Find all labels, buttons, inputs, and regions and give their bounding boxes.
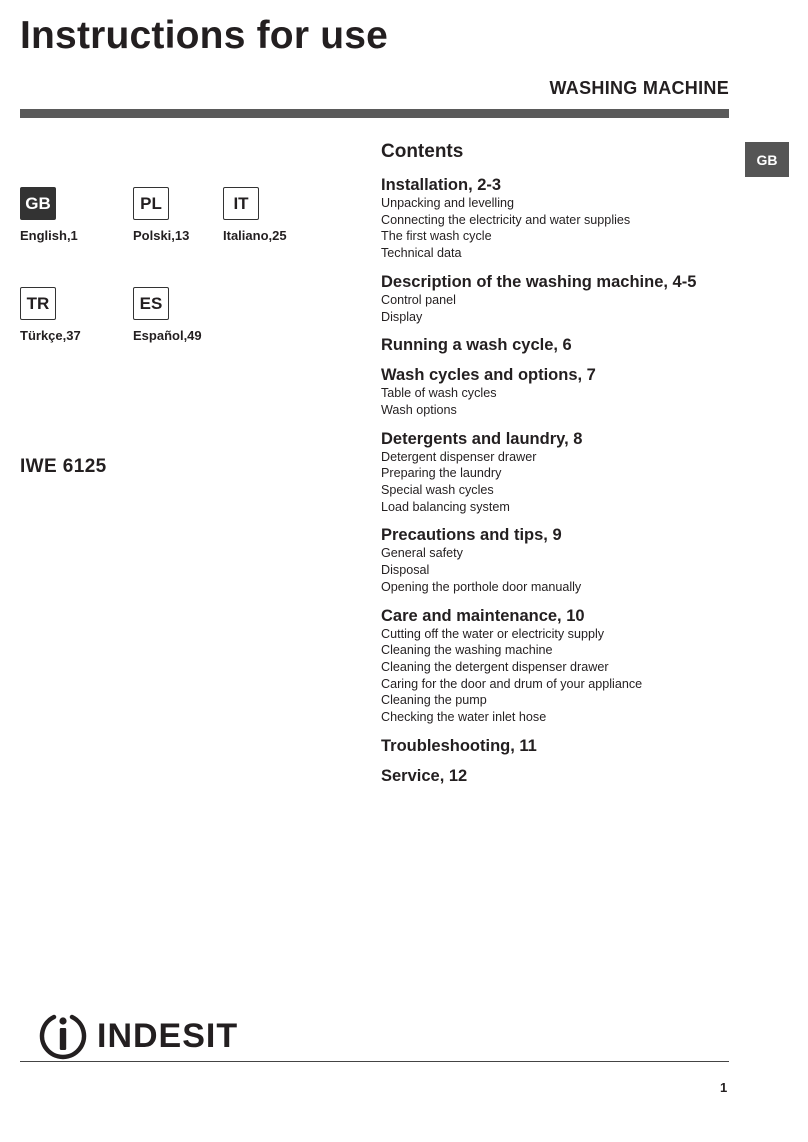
language-tr[interactable]: [20, 287, 81, 343]
toc-section-title[interactable]: Care and maintenance, 10: [381, 606, 585, 625]
toc-section-installation: [381, 175, 741, 262]
toc-section-running: [381, 335, 741, 355]
language-label: English,1: [20, 228, 78, 243]
toc-section-troubleshooting: [381, 736, 741, 756]
toc-section-title[interactable]: Detergents and laundry, 8: [381, 429, 583, 448]
toc-item[interactable]: Cutting off the water or electricity supply: [381, 626, 605, 641]
language-code-box: GB: [20, 187, 56, 220]
toc-section-title[interactable]: Description of the washing machine, 4-5: [381, 272, 697, 291]
toc-section-title[interactable]: Precautions and tips, 9: [381, 526, 562, 545]
toc-section-title[interactable]: Troubleshooting, 11: [381, 736, 537, 755]
language-gb[interactable]: [20, 187, 78, 243]
toc-item[interactable]: Special wash cycles: [381, 483, 494, 498]
toc-item[interactable]: Display: [381, 309, 423, 324]
toc-item[interactable]: General safety: [381, 546, 463, 561]
toc-section-wash-cycles: [381, 365, 741, 418]
toc-item[interactable]: Connecting the electricity and water supplies: [381, 212, 631, 227]
page-title: Instructions for use: [20, 14, 389, 57]
toc-item[interactable]: Cleaning the detergent dispenser drawer: [381, 659, 609, 674]
toc-item[interactable]: Preparing the laundry: [381, 466, 502, 481]
header-rule: [20, 109, 729, 118]
toc-section-title[interactable]: Running a wash cycle, 6: [381, 336, 572, 355]
toc-section-service: [381, 766, 741, 786]
table-of-contents: [381, 140, 741, 796]
brand-name: INDESIT: [97, 1016, 239, 1055]
language-code-box: ES: [133, 287, 169, 320]
toc-section-care: [381, 606, 741, 726]
language-label: Español,49: [133, 328, 202, 343]
language-label: Türkçe,37: [20, 328, 81, 343]
toc-section-description: [381, 272, 741, 325]
toc-item[interactable]: Cleaning the washing machine: [381, 643, 553, 658]
language-it[interactable]: [223, 187, 287, 243]
brand-logo: [37, 1010, 238, 1062]
toc-item[interactable]: Load balancing system: [381, 499, 510, 514]
language-es[interactable]: [133, 287, 202, 343]
toc-item[interactable]: Table of wash cycles: [381, 386, 497, 401]
toc-section-detergents: [381, 429, 741, 516]
indesit-logo-icon: [37, 1010, 89, 1062]
language-code-box: TR: [20, 287, 56, 320]
footer-rule: [20, 1061, 729, 1062]
document-subtitle: WASHING MACHINE: [549, 78, 729, 98]
toc-item[interactable]: Technical data: [381, 246, 462, 261]
toc-item[interactable]: Cleaning the pump: [381, 693, 487, 708]
toc-item[interactable]: Wash options: [381, 402, 457, 417]
toc-section-precautions: [381, 525, 741, 595]
toc-item[interactable]: Unpacking and levelling: [381, 196, 515, 210]
language-side-tab[interactable]: GB: [745, 142, 789, 177]
toc-item[interactable]: Checking the water inlet hose: [381, 710, 547, 725]
contents-heading: Contents: [381, 141, 464, 162]
toc-section-title[interactable]: Installation, 2-3: [381, 176, 502, 194]
language-code-box: IT: [223, 187, 259, 220]
toc-item[interactable]: Caring for the door and drum of your appliance: [381, 676, 643, 691]
language-label: Italiano,25: [223, 228, 287, 243]
toc-section-title[interactable]: Wash cycles and options, 7: [381, 366, 596, 385]
language-pl[interactable]: [133, 187, 189, 243]
toc-section-title[interactable]: Service, 12: [381, 766, 468, 785]
model-number: IWE 6125: [20, 456, 107, 477]
language-code-box: PL: [133, 187, 169, 220]
toc-item[interactable]: Disposal: [381, 563, 430, 578]
toc-item[interactable]: Opening the porthole door manually: [381, 579, 582, 594]
page-number: 1: [720, 1080, 728, 1095]
toc-item[interactable]: Control panel: [381, 292, 456, 307]
toc-item[interactable]: Detergent dispenser drawer: [381, 449, 537, 464]
language-label: Polski,13: [133, 228, 190, 243]
toc-item[interactable]: The first wash cycle: [381, 229, 492, 244]
